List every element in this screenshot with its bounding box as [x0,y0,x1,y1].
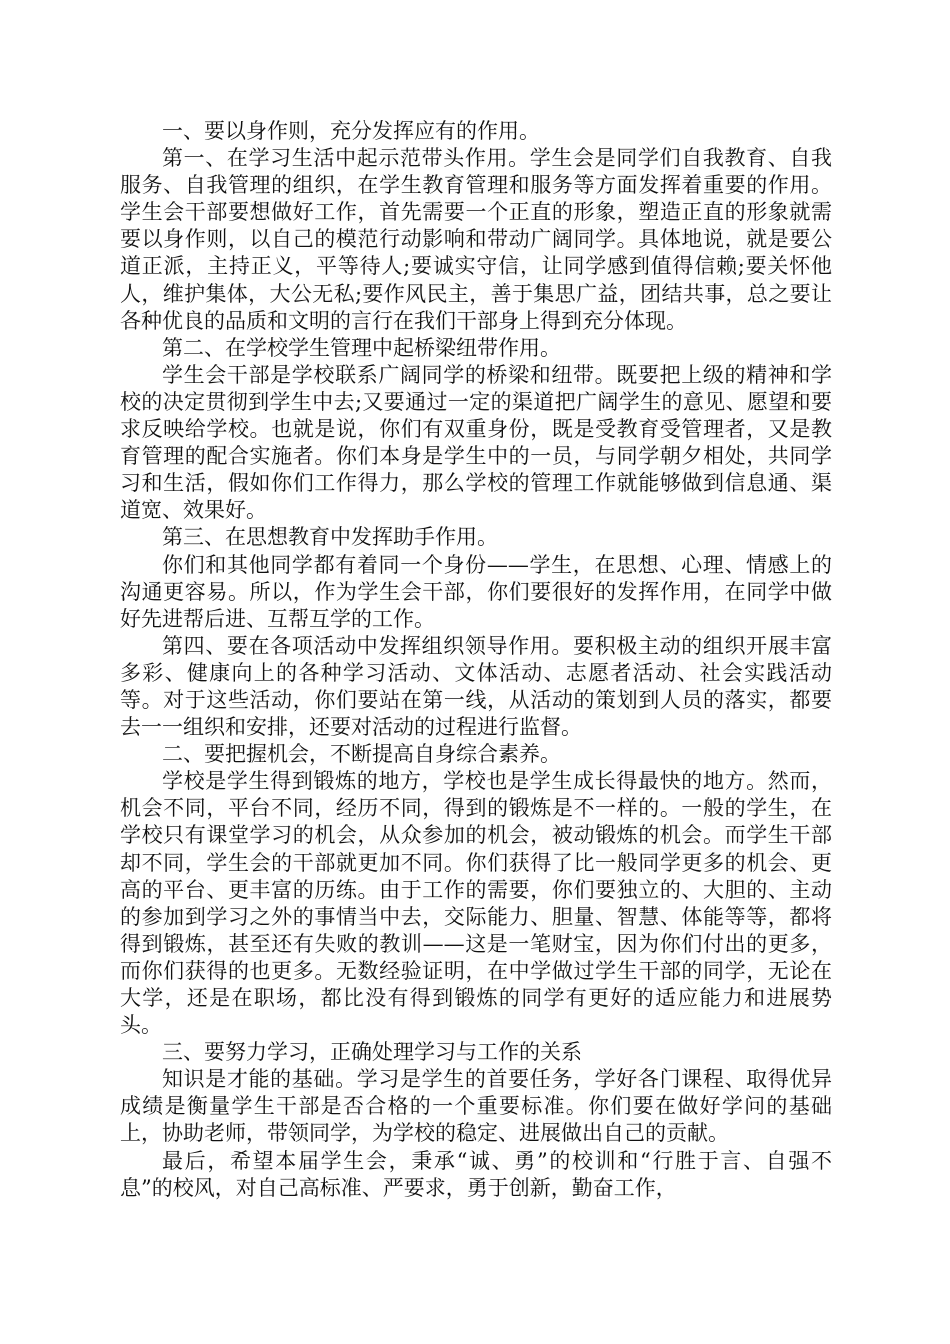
body-paragraph: 第四、要在各项活动中发挥组织领导作用。要积极主动的组织开展丰富多彩、健康向上的各种学习活动、文体活动、志愿者活动、社会实践活动等。对于这些活动，你们要站在第一线，从活动的策划到人员的落实，都要去一一组织和安排，还要对活动的过程进行监督。 [120,633,832,740]
document-page [120,118,832,1202]
section-heading-3: 三、要努力学习，正确处理学习与工作的关系 [162,1040,582,1065]
body-paragraph: 知识是才能的基础。学习是学生的首要任务，学好各门课程、取得优异成绩是衡量学生干部是否合格的一个重要标准。你们要在做好学问的基础上，协助老师，带领同学，为学校的稳定、进展做出自己的贡献。 [120,1067,832,1146]
body-paragraph: 第一、在学习生活中起示范带头作用。学生会是同学们自我教育、自我服务、自我管理的组织，在学生教育管理和服务等方面发挥着重要的作用。学生会干部要想做好工作，首先需要一个正直的形象，塑造正直的形象就需要以身作则，以自己的模范行动影响和带动广阔同学。具体地说，就是要公道正派，主持正义，平等待人;要诚实守信，让同学感到值得信赖;要关怀他人，维护集体，大公无私;要作风民主，善于集思广益，团结共事，总之要让各种优良的品质和文明的言行在我们干部身上得到充分体现。 [120,146,832,333]
subsection-heading: 第二、在学校学生管理中起桥梁纽带作用。 [162,335,561,360]
body-paragraph: 你们和其他同学都有着同一个身份——学生，在思想、心理、情感上的沟通更容易。所以，作为学生会干部，你们要很好的发挥作用，在同学中做好先进帮后进、互帮互学的工作。 [120,552,832,631]
body-paragraph: 学生会干部是学校联系广阔同学的桥梁和纽带。既要把上级的精神和学校的决定贯彻到学生中去;又要通过一定的渠道把广阔学生的意见、愿望和要求反映给学校。也就是说，你们有双重身份，既是受教育受管理者，又是教育管理的配合实施者。你们本身是学生中的一员，与同学朝夕相处，共同学习和生活，假如你们工作得力，那么学校的管理工作就能够做到信息通、渠道宽、效果好。 [120,362,832,523]
section-heading-1: 一、要以身作则，充分发挥应有的作用。 [162,119,540,143]
subsection-heading: 第三、在思想教育中发挥助手作用。 [162,525,498,550]
body-paragraph: 学校是学生得到锻炼的地方，学校也是学生成长得最快的地方。然而，机会不同，平台不同，经历不同，得到的锻炼是不一样的。一般的学生，在学校只有课堂学习的机会，从众参加的机会，被动锻炼的机会。而学生干部却不同，学生会的干部就更加不同。你们获得了比一般同学更多的机会、更高的平台、更丰富的历练。由于工作的需要，你们要独立的、大胆的、主动的参加到学习之外的事情当中去，交际能力、胆量、智慧、体能等等，都将得到锻炼，甚至还有失败的教训——这是一笔财宝，因为你们付出的更多，而你们获得的也更多。无数经验证明，在中学做过学生干部的同学，无论在大学，还是在职场，都比没有得到锻炼的同学有更好的适应能力和进展势头。 [120,769,832,1038]
section-heading-2: 二、要把握机会，不断提高自身综合素养。 [162,742,561,767]
body-paragraph: 最后，希望本届学生会，秉承“诚、勇”的校训和“行胜于言、自强不息”的校风，对自己高标准、严要求，勇于创新，勤奋工作， [120,1148,832,1200]
